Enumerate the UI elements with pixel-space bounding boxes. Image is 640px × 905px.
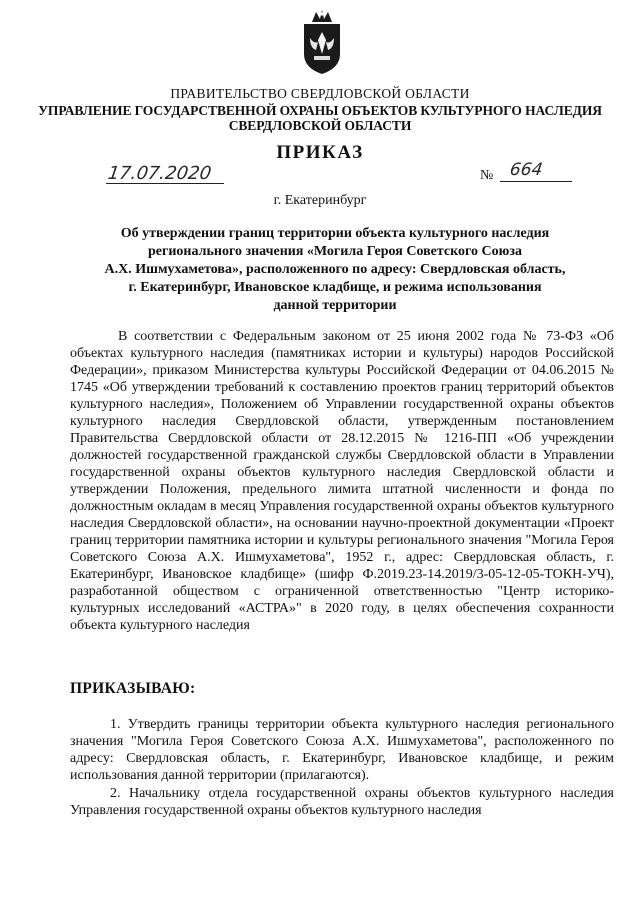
preamble-section bbox=[70, 328, 614, 634]
document-city: г. Екатеринбург bbox=[273, 193, 367, 208]
subject-line-5: данной территории bbox=[273, 298, 397, 313]
sverdlovsk-coat-of-arms-icon bbox=[300, 10, 344, 76]
department-line-2: СВЕРДЛОВСКОЙ ОБЛАСТИ bbox=[228, 118, 412, 133]
order-heading: ПРИКАЗЫВАЮ: bbox=[70, 680, 196, 697]
order-item-2: 2. Начальнику отдела государственной охраны объектов культурного наследия Управления государственной охраны объектов культурного наследия bbox=[70, 786, 614, 818]
document-date: 17.07.2020 bbox=[106, 163, 213, 184]
document-number: 664 bbox=[508, 160, 544, 180]
number-underline bbox=[500, 181, 572, 182]
document-type: ПРИКАЗ bbox=[276, 142, 364, 163]
subject-line-2: регионального значения «Могила Героя Советского Союза bbox=[148, 244, 522, 259]
subject-line-4: г. Екатеринбург, Ивановское кладбище, и режима использования bbox=[128, 280, 542, 295]
department-line-1: УПРАВЛЕНИЕ ГОСУДАРСТВЕННОЙ ОХРАНЫ ОБЪЕКТОВ КУЛЬТУРНОГО НАСЛЕДИЯ bbox=[38, 103, 602, 118]
number-label: № bbox=[480, 168, 494, 183]
subject-line-3: А.Х. Ишмухаметова», расположенного по адресу: Свердловская область, bbox=[104, 262, 566, 277]
preamble-paragraph: В соответствии с Федеральным законом от 25 июня 2002 года № 73-ФЗ «Об объектах культурного наследия (памятниках истории и культуры) народов Российской Федерации», приказом Министерства культуры Российской Федерации от 04.06.2015 № 1745 «Об утверждении требований к составлению проектов границ территорий объектов культурного наследия», Положением об Управлении государственной охраны объектов культурного наследия Свердловской области, утвержденным постановлением Правительства Свердловской области от 28.12.2015 № 1216-ПП «Об учреждении должностей государственной гражданской службы Свердловской области в Управлении государственной охраны объектов культурного наследия Свердловской области и утверждении Положения, предельного лимита штатной численности и фонда по должностным окладам в месяц Управления государственной охраны объектов культурного наследия Свердловской области», на основании научно-проектной документации «Проект границ территории памятника истории и культуры регионального значения "Могила Героя Советского Союза А.Х. Ишмухаметова", 1952 г., адрес: Свердловская область, г. Екатеринбург, Ивановское кладбище» (шифр Ф.2019.23-14.2019/3-05-12-05-ТОКН-УЧ), разработанной обществом с ограниченной ответственностью "Центр историко-культурных исследований «АСТРА»" в 2020 году, в целях обеспечения сохранности объекта культурного наследия bbox=[70, 329, 614, 633]
department-name bbox=[0, 103, 640, 133]
date-underline bbox=[106, 183, 224, 184]
government-name: ПРАВИТЕЛЬСТВО СВЕРДЛОВСКОЙ ОБЛАСТИ bbox=[170, 86, 470, 101]
order-items bbox=[70, 716, 614, 820]
subject-line-1: Об утверждении границ территории объекта культурного наследия bbox=[120, 226, 550, 241]
order-item-1: 1. Утвердить границы территории объекта культурного наследия регионального значения "Могила Героя Советского Союза А.Х. Ишмухаметова", расположенного по адресу: Свердловская область, г. Екатеринбург, Ивановское кладбище, и режим использования данной территории (прилагаются). bbox=[70, 717, 614, 783]
document-subject bbox=[70, 225, 600, 315]
